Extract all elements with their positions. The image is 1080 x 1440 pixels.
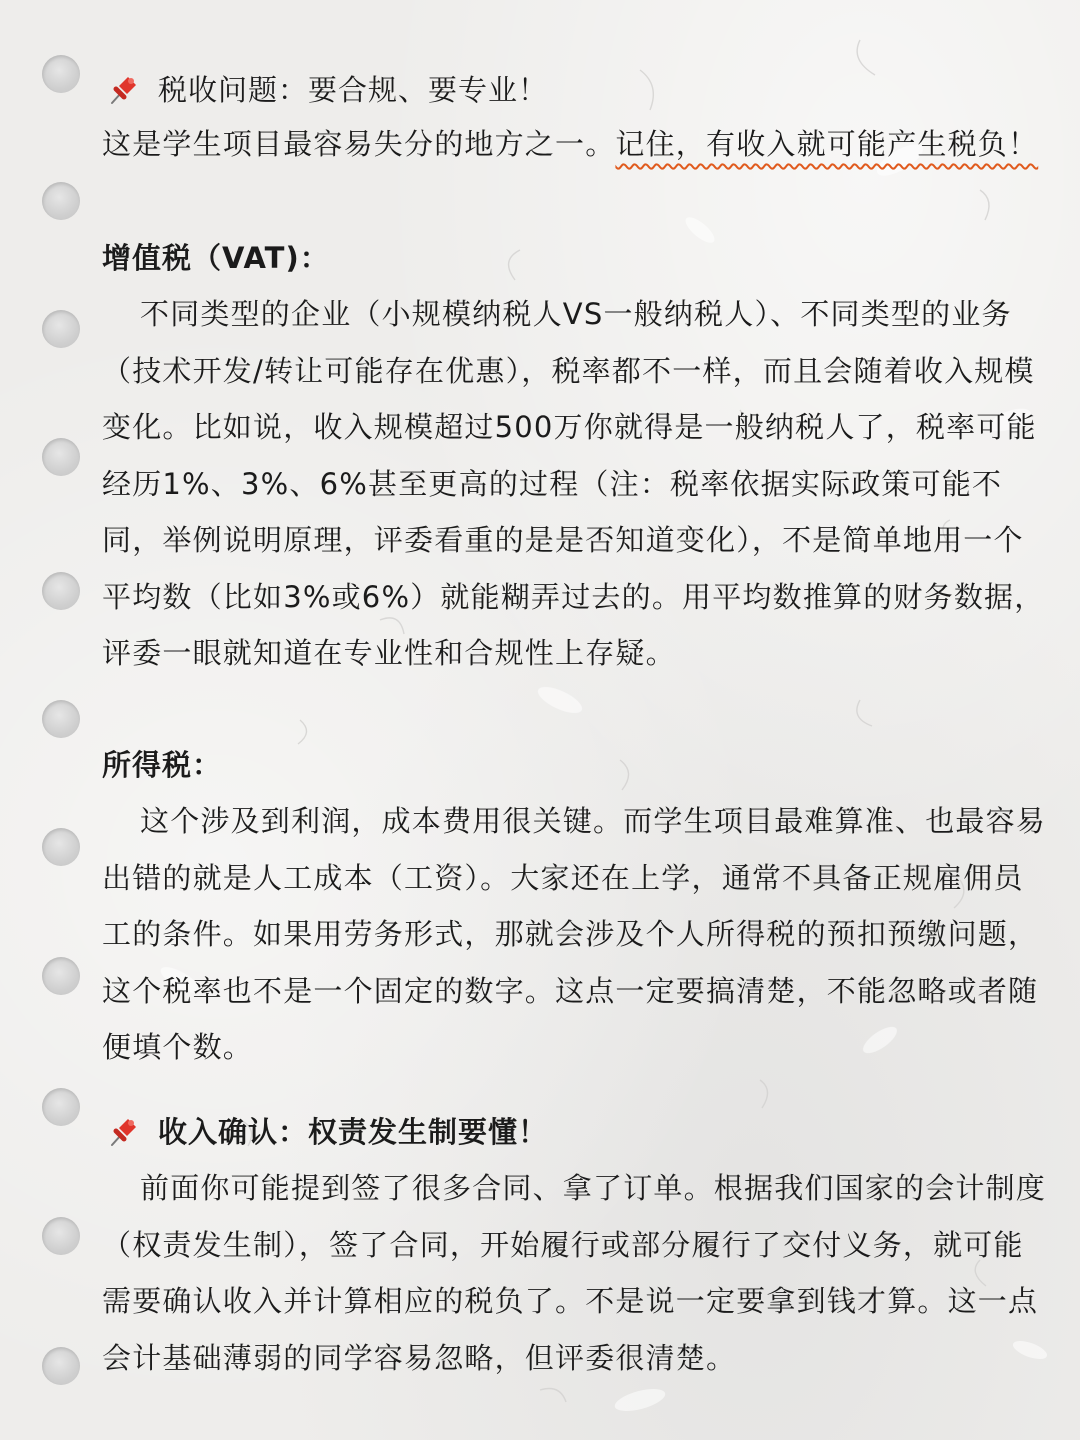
binder-hole	[42, 572, 80, 610]
tax-section-header	[106, 70, 548, 110]
binder-hole	[42, 438, 80, 476]
binder-hole	[42, 55, 80, 93]
revenue-section-title: 收入确认：权责发生制要懂！	[158, 1115, 549, 1149]
tax-intro-plain: 这是学生项目最容易失分的地方之一。	[102, 127, 616, 161]
binder-hole	[42, 1347, 80, 1385]
revenue-section-header	[106, 1112, 548, 1152]
binder-hole	[42, 1088, 80, 1126]
binder-hole	[42, 182, 80, 220]
revenue-body: 前面你可能提到签了很多合同、拿了订单。根据我们国家的会计制度（权责发生制），签了合同，开始履行或部分履行了交付义务，就可能需要确认收入并计算相应的税负了。不是说一定要拿到钱才算。这一点会计基础薄弱的同学容易忽略，但评委很清楚。	[102, 1171, 1047, 1375]
tax-section-title: 税收问题：要合规、要专业！	[158, 73, 549, 107]
binder-hole	[42, 957, 80, 995]
binder-hole	[42, 828, 80, 866]
vat-heading: 增值税（VAT)：	[102, 241, 330, 275]
tax-intro	[102, 116, 1052, 173]
vat-body: 不同类型的企业（小规模纳税人VS一般纳税人）、不同类型的业务（技术开发/转让可能存在优惠），税率都不一样，而且会随着收入规模变化。比如说，收入规模超过500万你就得是一般纳税人了，税率可能经历1%、3%、6%甚至更高的过程（注：税率依据实际政策可能不同，举例说明原理，评委看重的是是否知道变化），不是简单地用一个平均数（比如3%或6%）就能糊弄过去的。用平均数推算的财务数据，评委一眼就知道在专业性和合规性上存疑。	[102, 297, 1045, 670]
binder-hole	[42, 1217, 80, 1255]
binder-hole	[42, 310, 80, 348]
income-tax-heading: 所得税：	[102, 748, 223, 782]
tax-intro-highlight: 记住，有收入就可能产生税负！	[615, 127, 1039, 161]
pushpin-icon	[106, 1115, 140, 1149]
income-tax-body: 这个涉及到利润，成本费用很关键。而学生项目最难算准、也最容易出错的就是人工成本（工资）。大家还在上学，通常不具备正规雇佣员工的条件。如果用劳务形式，那就会涉及个人所得税的预扣预缴问题，这个税率也不是一个固定的数字。这点一定要搞清楚，不能忽略或者随便填个数。	[102, 804, 1047, 1064]
binder-hole	[42, 700, 80, 738]
pushpin-icon	[106, 73, 140, 107]
